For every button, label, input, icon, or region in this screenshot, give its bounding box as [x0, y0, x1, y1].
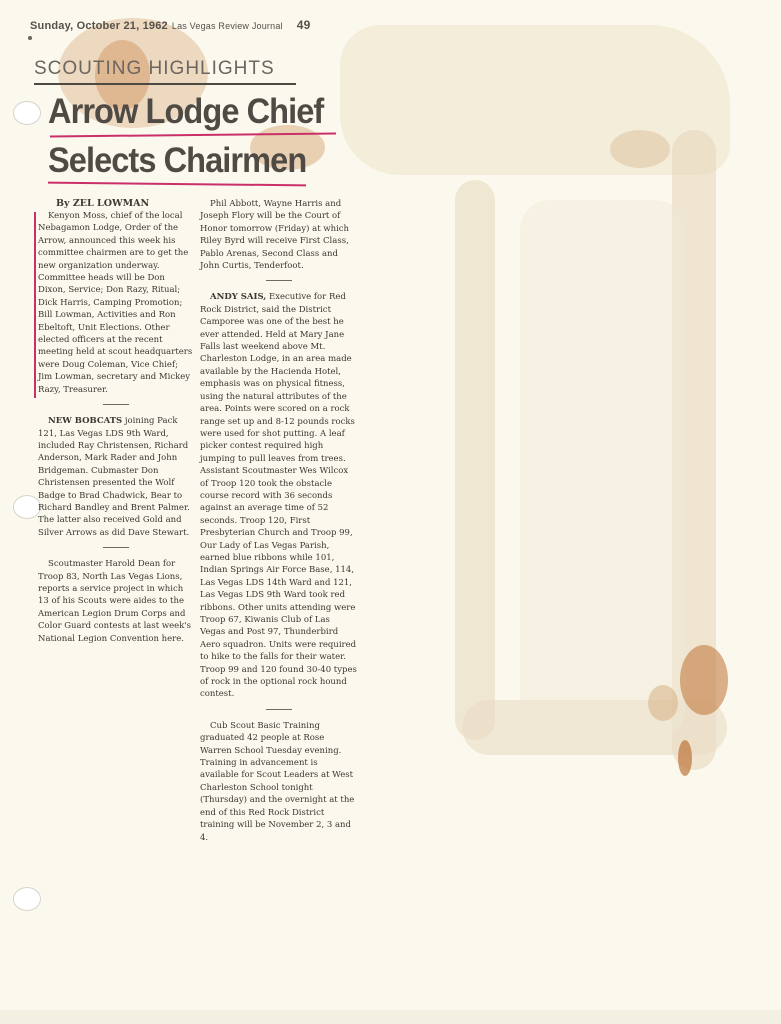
paragraph-text: Cub Scout Basic Training graduated 42 people at Rose Warren School Tuesday evening. Training in advancement is available for Scout Leaders at West Charleston School tonight (Thursday) and the overnight at the end of this Red Rock District training will be November 2, 3 and 4.: [200, 720, 355, 843]
newspaper-name: Las Vegas Review Journal: [171, 21, 283, 31]
pin-dot: [28, 36, 32, 40]
section-kicker: SCOUTING HIGHLIGHTS: [34, 58, 296, 85]
binder-hole: [13, 495, 41, 519]
paragraph-text: Phil Abbott, Wayne Harris and Joseph Flory will be the Court of Honor tomorrow (Friday) at which Riley Byrd will receive First Class, Pablo Arenas, Second Class and John Curtis, Tenderfoot.: [200, 199, 350, 272]
binder-hole: [13, 101, 41, 125]
paragraph: [200, 720, 357, 844]
page-edge: [0, 1010, 781, 1024]
red-margin-mark: [34, 212, 36, 398]
paragraph-lead: NEW BOBCATS: [48, 416, 123, 427]
paragraph: [200, 198, 357, 272]
dateline: [30, 18, 350, 32]
paragraph-text: joining Pack 121, Las Vegas LDS 9th Ward, included Ray Christensen, Richard Anderson, Mark Rader and John Bridgeman. Cubmaster Don Christensen presented the Wolf Badge to Brad Chadwick, Bear to Richard Bandley and Brent Palmer. The latter also received Gold and Silver Arrows as did Dave Stewart.: [38, 416, 190, 538]
section-divider: [103, 404, 129, 405]
paragraph-text: Kenyon Moss, chief of the local Nebagamon Lodge, Order of the Arrow, announced this week his committee chairmen are to get the new organization underway. Committee heads will be Don Dixon, Service; Don Razy, Ritual; Dick Harris, Camping Promotion; Bill Lowman, Activities and Ron Ebeltoft, Unit Elections. Other elected officers at the recent meeting held at scout headquarters were Doug Coleman, Vice Chief; Jim Lowman, secretary and Mickey Razy, Treasurer.: [38, 211, 193, 395]
paragraph: [38, 558, 193, 645]
section-divider: [103, 547, 129, 548]
section-divider: [266, 280, 292, 281]
binder-hole: [13, 887, 41, 911]
paragraph: [38, 210, 193, 396]
article-column-1: [38, 210, 193, 653]
dateline-date: Sunday, October 21, 1962: [30, 20, 168, 32]
headline-line-1: Arrow Lodge Chief: [48, 92, 324, 131]
byline: By ZEL LOWMAN: [56, 198, 150, 209]
paragraph: [38, 415, 193, 539]
paragraph-text: Scoutmaster Harold Dean for Troop 83, North Las Vegas Lions, reports a service project in which 13 of his Scouts were aides to the American Legion Drum Corps and Color Guard contests at last week's National Legion Convention here.: [38, 559, 192, 644]
headline-line-2: Selects Chairmen: [48, 141, 307, 180]
article-column-2: [200, 198, 357, 852]
paragraph: [200, 291, 357, 700]
section-divider: [266, 709, 292, 710]
paragraph-text: Executive for Red Rock District, said the District Camporee was one of the best he ever attended. Held at Mary Jane Falls last weekend above Mt. Charleston Lodge, in an area made available by the Hacienda Hotel, emphasis was on physical fitness, using the natural attributes of the area. Points were scored on a rock range set up and 8-12 pounds rocks were used for shot putting. A leaf picker contest required high jumping to pull leaves from trees. Assistant Scoutmaster Wes Wilcox of Troop 120 took the obstacle course record with 36 seconds against an average time of 52 seconds. Troop 120, First Presbyterian Church and Troop 99, Our Lady of Las Vegas Parish, earned blue ribbons while 101, Indian Springs Air Force Base, 114, Las Vegas LDS 14th Ward and 121, Las Vegas LDS 9th Ward took red ribbons. Other units attending were Troop 67, Kiwanis Club of Las Vegas and Post 97, Thunderbird Aero squadron. Units were required to hike to the falls for their water. Troop 99 and 120 found 30-40 types of rock in the optional rock hound contest.: [200, 292, 357, 700]
paragraph-lead: ANDY SAIS,: [210, 292, 267, 303]
page-number: 49: [296, 18, 311, 32]
